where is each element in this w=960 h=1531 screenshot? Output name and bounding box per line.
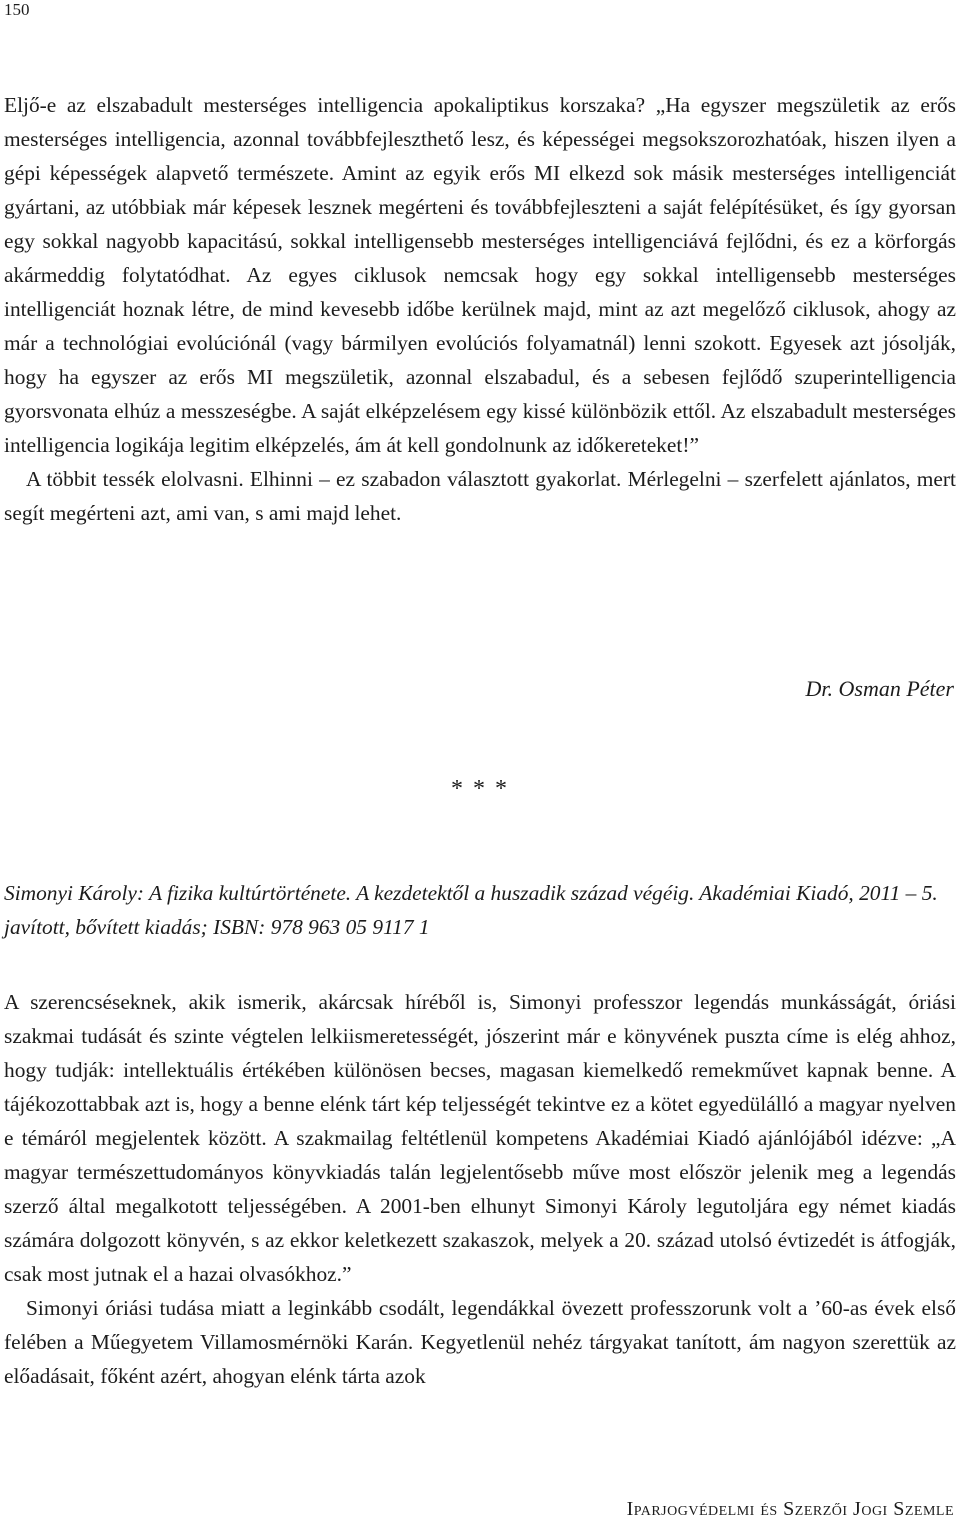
journal-footer: Iparjogvédelmi és Szerzői Jogi Szemle <box>626 1498 954 1520</box>
review-paragraph-1: A szerencséseknek, akik ismerik, akárcsak híréből is, Simonyi professzor legendás munkásságát, óriási szakmai tudását és szinte végtelen lelkiismeretességét, jószerint már e könyvének puszta címe is elég ahhoz, hogy tudják: intellektuális értékében különösen becses, magasan kiemelkedő remekművet kapnak benne. A tájékozottabbak azt is, hogy a benne elénk tárt kép teljességét tekintve ez a kötet egyedülálló a magyar nyelven e témáról megjelentek között. A szakmailag feltétlenül kompetens Akadémiai Kiadó ajánlójából idézve: „A magyar természettudományos könyvkiadás talán legjelentősebb műve most először jelenik meg a legendás szerző által megalkotott teljességében. A 2001-ben elhunyt Simonyi Károly legutoljára egy német kiadás számára dolgozott könyvén, s az ekkor keletkezett szakaszok, melyek a 20. század utolsó évtizedét is átfogják, csak most jutnak el a hazai olvasókhoz.” <box>4 990 956 1286</box>
article-body-top <box>4 88 956 530</box>
page-number: 150 <box>4 0 30 19</box>
book-reference: Simonyi Károly: A fizika kultúrtörténete. A kezdetektől a huszadik század végéig. Akadémiai Kiadó, 2011 – 5. javított, bővített kiadás; ISBN: 978 963 05 9117 1 <box>4 881 938 939</box>
review-paragraph-2: Simonyi óriási tudása miatt a leginkább csodált, legendákkal övezett professzorunk volt a ’60-as évek első felében a Műegyetem Villamosmérnöki Karán. Kegyetlenül nehéz tárgyakat tanított, ám nagyon szerettük az előadásait, főként azért, ahogyan elénk tárta azok <box>4 1296 956 1388</box>
intro-paragraph: Eljő-e az elszabadult mesterséges intelligencia apokaliptikus korszaka? „Ha egyszer megszületik az erős mesterséges intelligencia, azonnal továbbfejleszthető lesz, és képességei megsokszorozhatóak, hiszen ilyen a gépi képességek alapvető természete. Amint az egyik erős MI elkezd sok másik mesterséges intelligenciát gyártani, az utóbbiak már képesek lesznek megérteni és továbbfejleszteni a saját felépítésüket, és így gyorsan egy sokkal nagyobb kapacitású, sokkal intelligensebb mesterséges intelligenciává fejlődni, és ez a körforgás akármeddig folytatódhat. Az egyes ciklusok nemcsak hogy egy sokkal intelligensebb mesterséges intelligenciát hoznak létre, de mind kevesebb időbe kerülnek majd, mint az azt megelőző ciklusok, ahogy az már a technológiai evolúciónál (vagy bármilyen evolúciós folyamatnál) lenni szokott. Egyesek azt jósolják, hogy ha egyszer az erős MI megszületik, azonnal elszabadul, és a sebesen fejlődő szuperintelligencia gyorsvonata elhúz a messzeségbe. A saját elképzelésem egy kissé különbözik ettől. Az elszabadult mesterséges intelligencia logikája legitim elképzelés, ám át kell gondolnunk az időkereteket!” <box>4 93 956 457</box>
review-body <box>4 985 956 1393</box>
author-signature: Dr. Osman Péter <box>805 676 954 701</box>
section-separator: * * * <box>451 776 509 802</box>
closing-paragraph: A többit tessék elolvasni. Elhinni – ez szabadon választott gyakorlat. Mérlegelni – szerfelett ajánlatos, mert segít megérteni azt, ami van, s ami majd lehet. <box>4 467 956 525</box>
